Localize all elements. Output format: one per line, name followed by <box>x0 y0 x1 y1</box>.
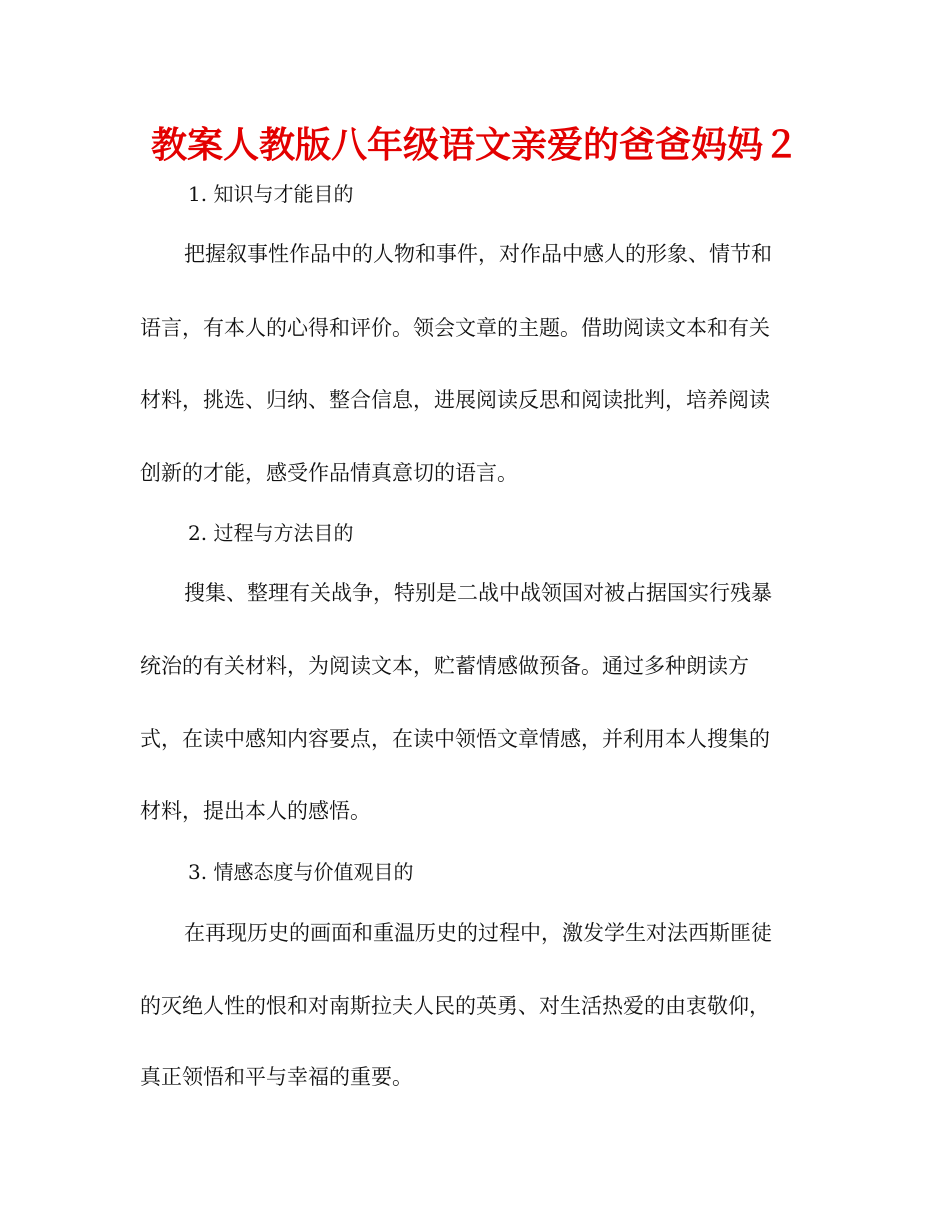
paragraph-line: 真正领悟和平与幸福的重要。 <box>140 1065 413 1089</box>
paragraph-line: 统治的有关材料，为阅读文本，贮蓄情感做预备。通过多种朗读方 <box>140 654 749 678</box>
section-heading-1: 1. 知识与才能目的 <box>188 182 354 206</box>
paragraph-line: 的灭绝人性的恨和对南斯拉夫人民的英勇、对生活热爱的由衷敬仰， <box>140 994 770 1018</box>
paragraph-line: 式，在读中感知内容要点，在读中领悟文章情感，并利用本人搜集的 <box>140 727 770 751</box>
section-heading-2: 2. 过程与方法目的 <box>188 521 354 545</box>
document-title: 教案人教版八年级语文亲爱的爸爸妈妈２ <box>150 125 799 166</box>
section-heading-3: 3. 情感态度与价值观目的 <box>188 860 414 884</box>
paragraph-line: 语言，有本人的心得和评价。领会文章的主题。借助阅读文本和有关 <box>140 316 770 340</box>
paragraph-line: 把握叙事性作品中的人物和事件，对作品中感人的形象、情节和 <box>184 242 772 266</box>
paragraph-line: 搜集、整理有关战争，特别是二战中战领国对被占据国实行残暴 <box>184 581 772 605</box>
paragraph-line: 在再现历史的画面和重温历史的过程中，激发学生对法西斯匪徒 <box>184 921 772 945</box>
paragraph-line: 材料，提出本人的感悟。 <box>140 799 371 823</box>
paragraph-line: 创新的才能，感受作品情真意切的语言。 <box>140 461 518 485</box>
paragraph-line: 材料，挑选、归纳、整合信息，进展阅读反思和阅读批判，培养阅读 <box>140 388 770 412</box>
